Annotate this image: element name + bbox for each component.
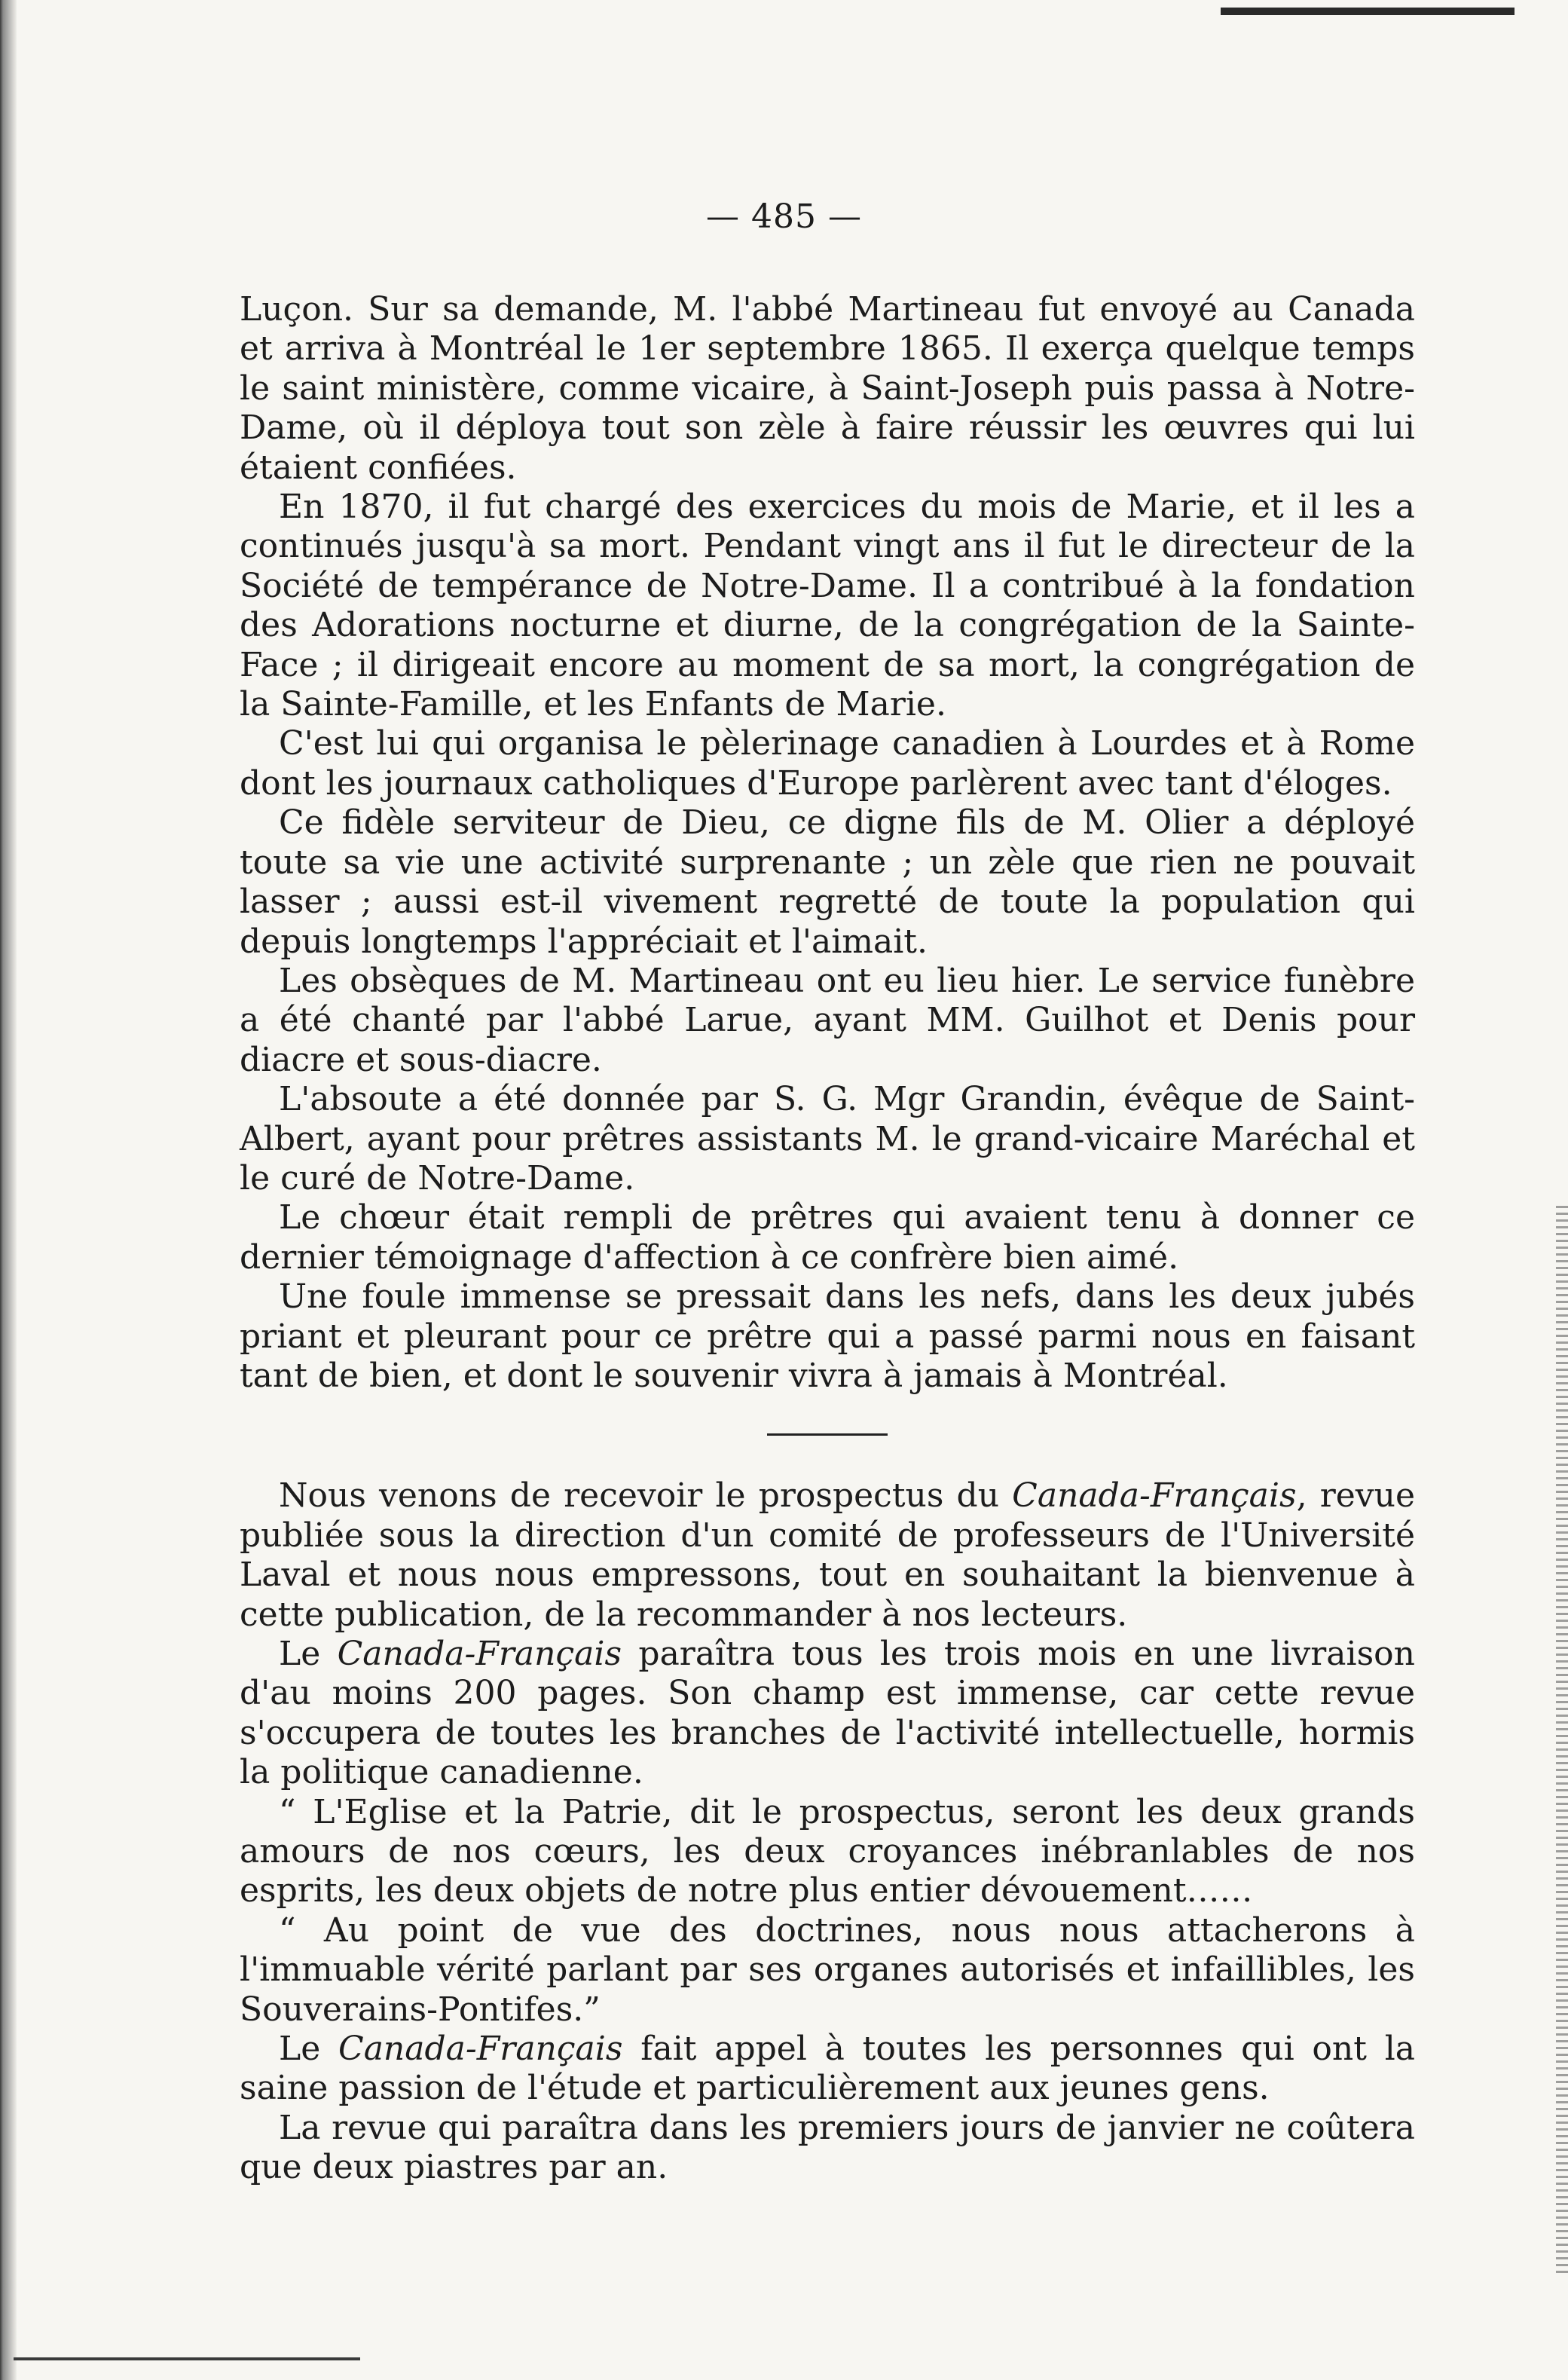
text-run: Le <box>279 2030 339 2069</box>
text-run: Le <box>279 1635 338 1673</box>
paragraph: Le chœur était rempli de prêtres qui avaient tenu à donner ce dernier témoignage d'affection à ce confrère bien aimé. <box>240 1198 1415 1277</box>
text-run: paraîtra tous les trois mois en une livraison d'au moins 200 pages. Son champ est immense, car cette revue s'occupera de toutes les branches de l'activité intellectuelle, hormis la politique canadienne. <box>240 1635 1415 1792</box>
quote-paragraph: “ Au point de vue des doctrines, nous nous attacherons à l'immuable vérité parlant par ses organes autorisés et infaillibles, les Souverains-Pontifes.” <box>240 1910 1415 2029</box>
paragraph <box>240 1476 1415 1635</box>
journal-title: Canada-Français <box>338 2030 623 2069</box>
paragraph <box>240 1635 1415 1793</box>
paragraph: Une foule immense se pressait dans les nefs, dans les deux jubés priant et pleurant pour ce prêtre qui a passé parmi nous en faisant tant de bien, et dont le souvenir vivra à jamais à Montréal. <box>240 1277 1415 1395</box>
text-run: , revue publiée sous la direction d'un comité de professeurs de l'Université Laval et nous nous empressons, tout en souhaitant la bienvenue à cette publication, de la recommander à nos lecteurs. <box>240 1476 1415 1634</box>
right-edge-noise <box>1556 1206 1568 2276</box>
paragraph: C'est lui qui organisa le pèlerinage canadien à Lourdes et à Rome dont les journaux catholiques d'Europe parlèrent avec tant d'éloges. <box>240 724 1415 803</box>
page-number: — 485 — <box>706 197 862 236</box>
section-divider <box>767 1433 888 1436</box>
page-binding-edge <box>0 0 17 2380</box>
journal-title: Canada-Français <box>337 1635 622 1673</box>
paragraph: La revue qui paraîtra dans les premiers jours de janvier ne coûtera que deux piastres par an. <box>240 2108 1415 2187</box>
paragraph: Les obsèques de M. Martineau ont eu lieu hier. Le service funèbre a été chanté par l'abbé Larue, ayant MM. Guilhot et Denis pour diacre et sous-diacre. <box>240 961 1415 1079</box>
paragraph <box>240 2030 1415 2109</box>
paragraph: Ce fidèle serviteur de Dieu, ce digne fils de M. Olier a déployé toute sa vie une activité surprenante ; un zèle que rien ne pouvait lasser ; aussi est-il vivement regretté de toute la population qui depuis longtemps l'appréciait et l'aimait. <box>240 803 1415 961</box>
paragraph: En 1870, il fut chargé des exercices du mois de Marie, et il les a continués jusqu'à sa mort. Pendant vingt ans il fut le directeur de la Société de tempérance de Notre-Dame. Il a contribué à la fondation des Adorations nocturne et diurne, de la congrégation de la Sainte-Face ; il dirigeait encore au moment de sa mort, la congrégation de la Sainte-Famille, et les Enfants de Marie. <box>240 488 1415 724</box>
text-run: Nous venons de recevoir le prospectus du <box>279 1476 1013 1516</box>
quote-paragraph: “ L'Eglise et la Patrie, dit le prospectus, seront les deux grands amours de nos cœurs, les deux croyances inébranlables de nos esprits, les deux objets de notre plus entier dévouement…… <box>240 1792 1415 1910</box>
text-run: fait appel à toutes les personnes qui ont la saine passion de l'étude et particulièrement aux jeunes gens. <box>240 2030 1415 2108</box>
body-text <box>240 290 1415 2188</box>
top-edge-mark <box>1221 8 1515 15</box>
paragraph: L'absoute a été donnée par S. G. Mgr Grandin, évêque de Saint-Albert, ayant pour prêtres assistants M. le grand-vicaire Maréchal et le curé de Notre-Dame. <box>240 1080 1415 1198</box>
paragraph: Luçon. Sur sa demande, M. l'abbé Martineau fut envoyé au Canada et arriva à Montréal le 1er septembre 1865. Il exerça quelque temps le saint ministère, comme vicaire, à Saint-Joseph puis passa à Notre-Dame, où il déploya tout son zèle à faire réussir les œuvres qui lui étaient confiées. <box>240 290 1415 487</box>
bottom-edge-mark <box>14 2357 360 2360</box>
journal-title: Canada-Français <box>1012 1476 1297 1516</box>
